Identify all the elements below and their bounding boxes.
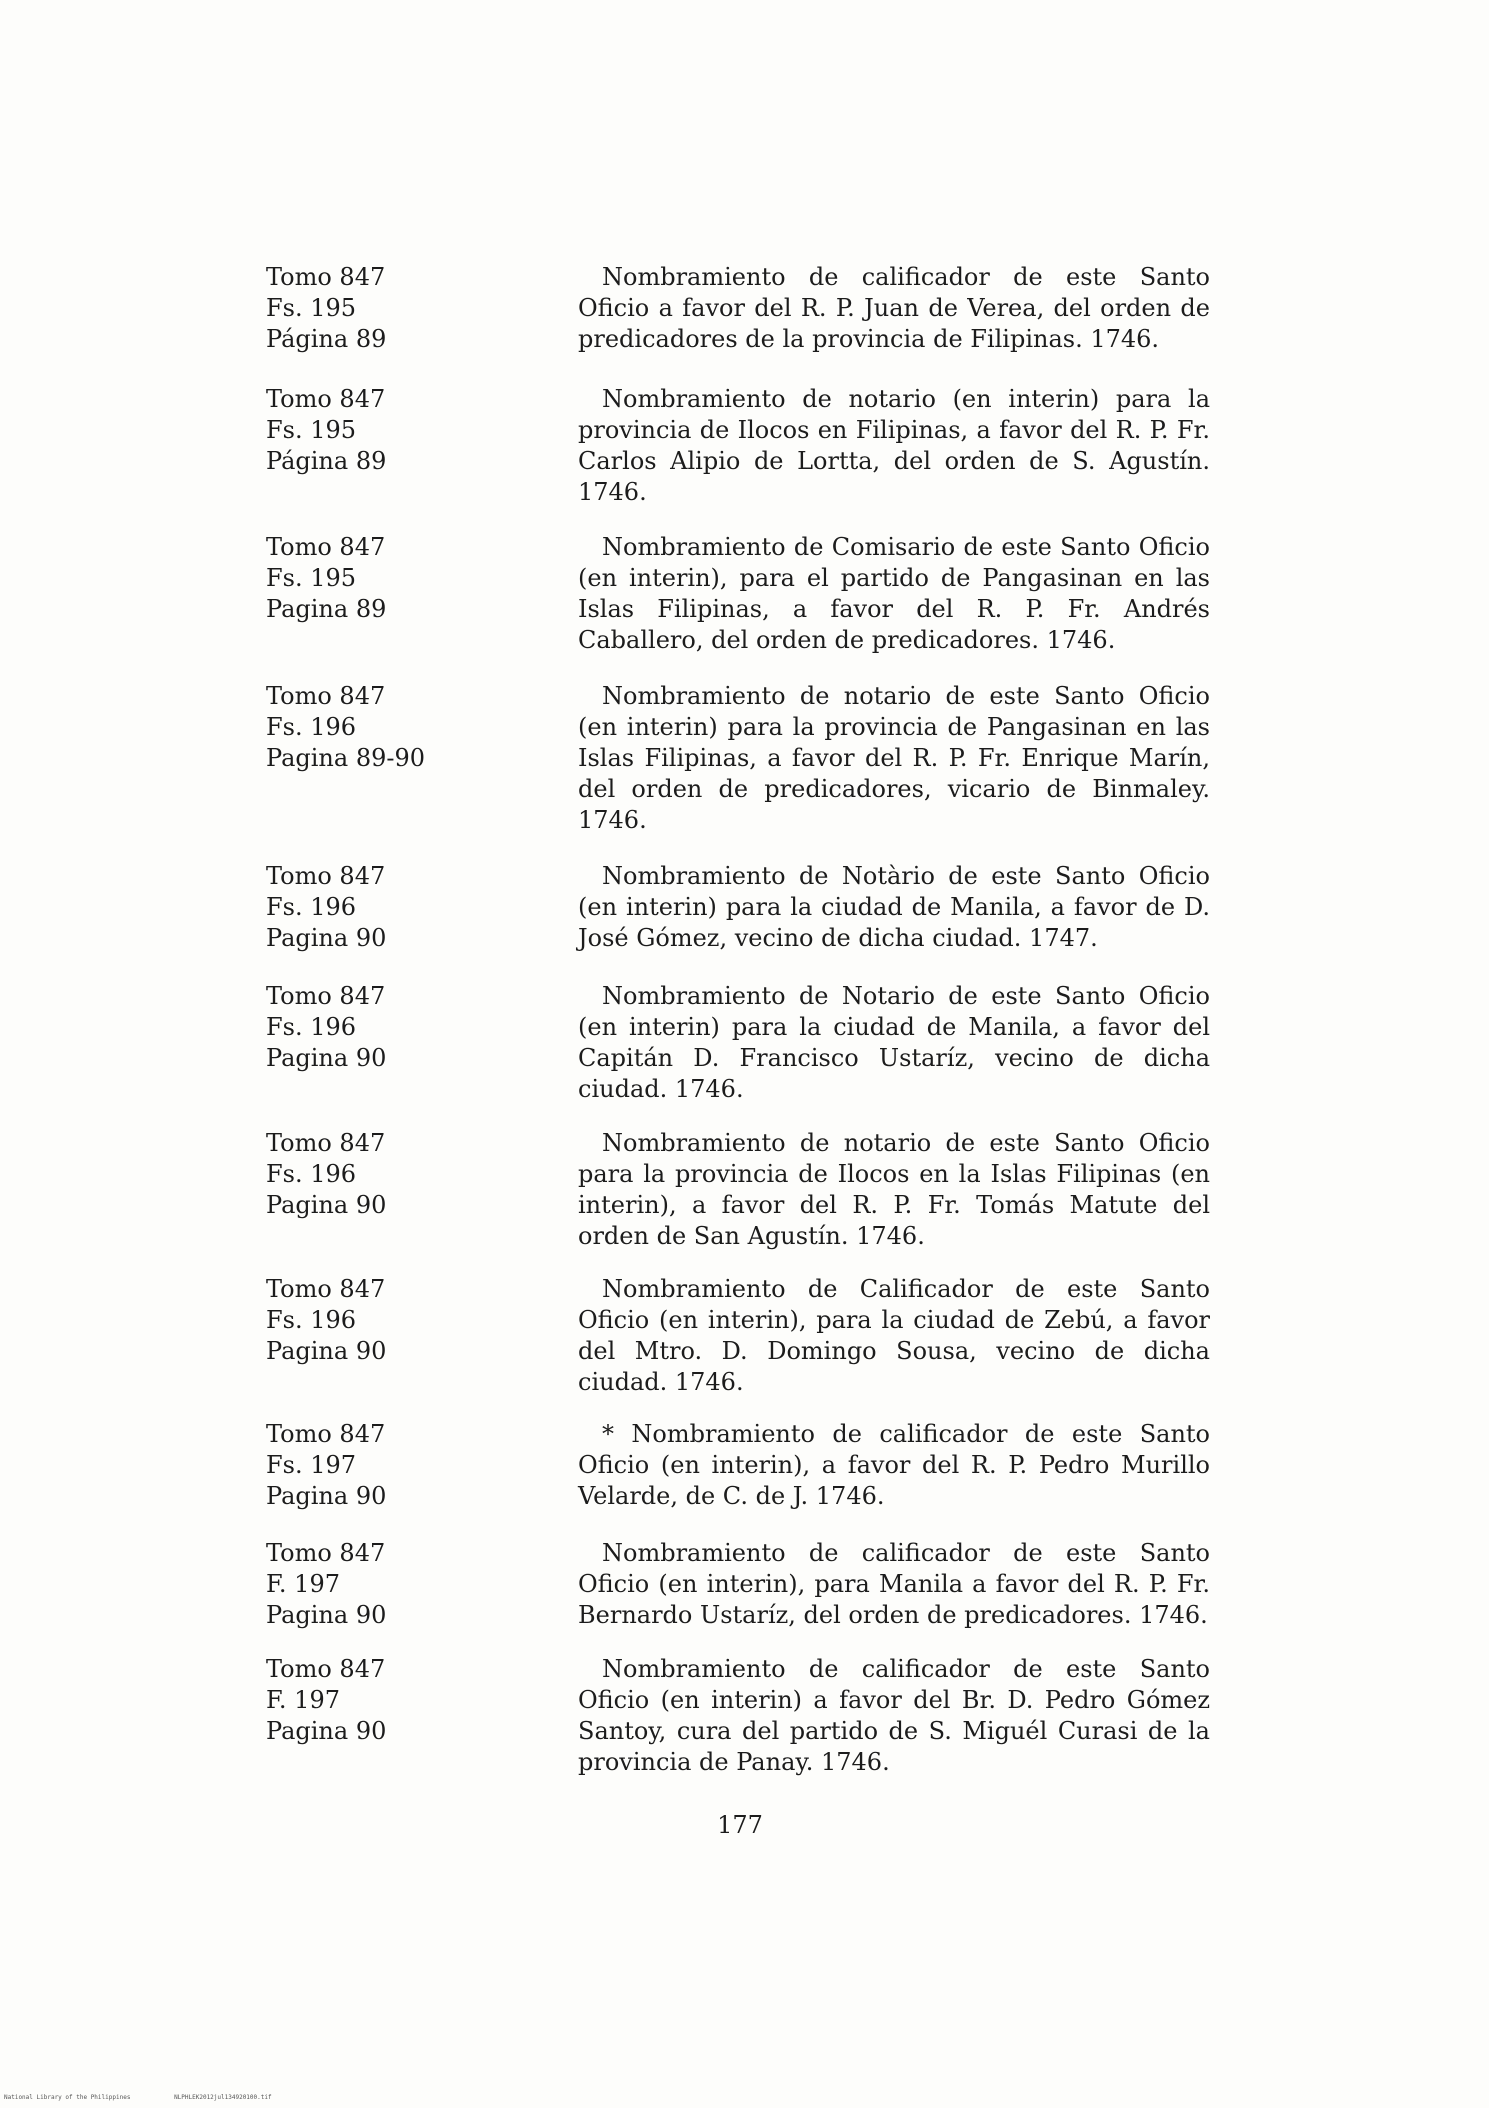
tomo-label: Tomo 847 [266,1275,386,1303]
folio-label: Fs. 197 [266,1451,357,1479]
pagina-label: Página 89 [266,325,387,353]
folio-label: F. 197 [266,1686,340,1714]
folio-label: F. 197 [266,1570,340,1598]
page-number: 177 [717,1811,763,1839]
archive-reference [266,1538,466,1631]
pagina-label: Pagina 90 [266,1191,387,1219]
archive-reference [266,532,466,625]
entry-description: Nombramiento de calificador de este Santo Oficio a favor del R. P. Juan de Verea, del orden de predicadores de la provincia de Filipinas. 1746. [578,263,1210,353]
tomo-label: Tomo 847 [266,682,386,710]
archive-reference [266,981,466,1074]
folio-label: Fs. 196 [266,1160,357,1188]
pagina-label: Pagina 89 [266,595,387,623]
tomo-label: Tomo 847 [266,862,386,890]
pagina-label: Pagina 89-90 [266,744,425,772]
pagina-label: Pagina 90 [266,1482,387,1510]
folio-label: Fs. 195 [266,294,357,322]
tomo-label: Tomo 847 [266,1539,386,1567]
folio-label: Fs. 196 [266,1306,357,1334]
entry-description: Nombramiento de Notàrio de este Santo Oficio (en interin) para la ciudad de Manila, a favor de D. José Gómez, vecino de dicha ciudad. 1747. [578,862,1210,952]
folio-label: Fs. 196 [266,1013,357,1041]
folio-label: Fs. 195 [266,416,357,444]
folio-label: Fs. 196 [266,893,357,921]
archive-reference [266,1128,466,1221]
archive-reference [266,1274,466,1367]
archive-reference [266,384,466,477]
archive-reference [266,681,466,774]
archive-reference [266,861,466,954]
scan-footer [4,2094,312,2101]
archive-reference [266,1654,466,1747]
entry-description: Nombramiento de calificador de este Santo Oficio (en interin) a favor del Br. D. Pedro Gómez Santoy, cura del partido de S. Miguél Curasi de la provincia de Panay. 1746. [578,1655,1210,1776]
pagina-label: Pagina 90 [266,1601,387,1629]
entry-description: * Nombramiento de calificador de este Santo Oficio (en interin), a favor del R. P. Pedro Murillo Velarde, de C. de J. 1746. [578,1420,1210,1510]
tomo-label: Tomo 847 [266,533,386,561]
folio-label: Fs. 196 [266,713,357,741]
entry-description: Nombramiento de notario (en interin) para la provincia de Ilocos en Filipinas, a favor del R. P. Fr. Carlos Alipio de Lortta, del orden de S. Agustín. 1746. [578,385,1210,506]
pagina-label: Pagina 90 [266,1044,387,1072]
footer-library: National Library of the Philippines [4,2094,131,2101]
tomo-label: Tomo 847 [266,385,386,413]
pagina-label: Página 89 [266,447,387,475]
entry-description: Nombramiento de Comisario de este Santo Oficio (en interin), para el partido de Pangasinan en las Islas Filipinas, a favor del R. P. Fr. Andrés Caballero, del orden de predicadores. 1746. [578,533,1210,654]
tomo-label: Tomo 847 [266,1129,386,1157]
entry-description: Nombramiento de notario de este Santo Oficio (en interin) para la provincia de Pangasinan en las Islas Filipinas, a favor del R. P. Fr. Enrique Marín, del orden de predicadores, vicario de Binmaley. 1746. [578,682,1210,834]
entry-description: Nombramiento de Calificador de este Santo Oficio (en interin), para la ciudad de Zebú, a favor del Mtro. D. Domingo Sousa, vecino de dicha ciudad. 1746. [578,1275,1210,1396]
tomo-label: Tomo 847 [266,982,386,1010]
entry-description: Nombramiento de Notario de este Santo Oficio (en interin) para la ciudad de Manila, a favor del Capitán D. Francisco Ustaríz, vecino de dicha ciudad. 1746. [578,982,1210,1103]
folio-label: Fs. 195 [266,564,357,592]
pagina-label: Pagina 90 [266,1337,387,1365]
pagina-label: Pagina 90 [266,924,387,952]
archive-reference [266,1419,466,1512]
entry-description: Nombramiento de calificador de este Santo Oficio (en interin), para Manila a favor del R. P. Fr. Bernardo Ustaríz, del orden de predicadores. 1746. [578,1539,1210,1629]
entry-description: Nombramiento de notario de este Santo Oficio para la provincia de Ilocos en la Islas Filipinas (en interin), a favor del R. P. Fr. Tomás Matute del orden de San Agustín. 1746. [578,1129,1210,1250]
tomo-label: Tomo 847 [266,1420,386,1448]
footer-file: NLPHLEK2012jul134920100.tif [174,2094,272,2101]
tomo-label: Tomo 847 [266,1655,386,1683]
tomo-label: Tomo 847 [266,263,386,291]
pagina-label: Pagina 90 [266,1717,387,1745]
archive-reference [266,262,466,355]
